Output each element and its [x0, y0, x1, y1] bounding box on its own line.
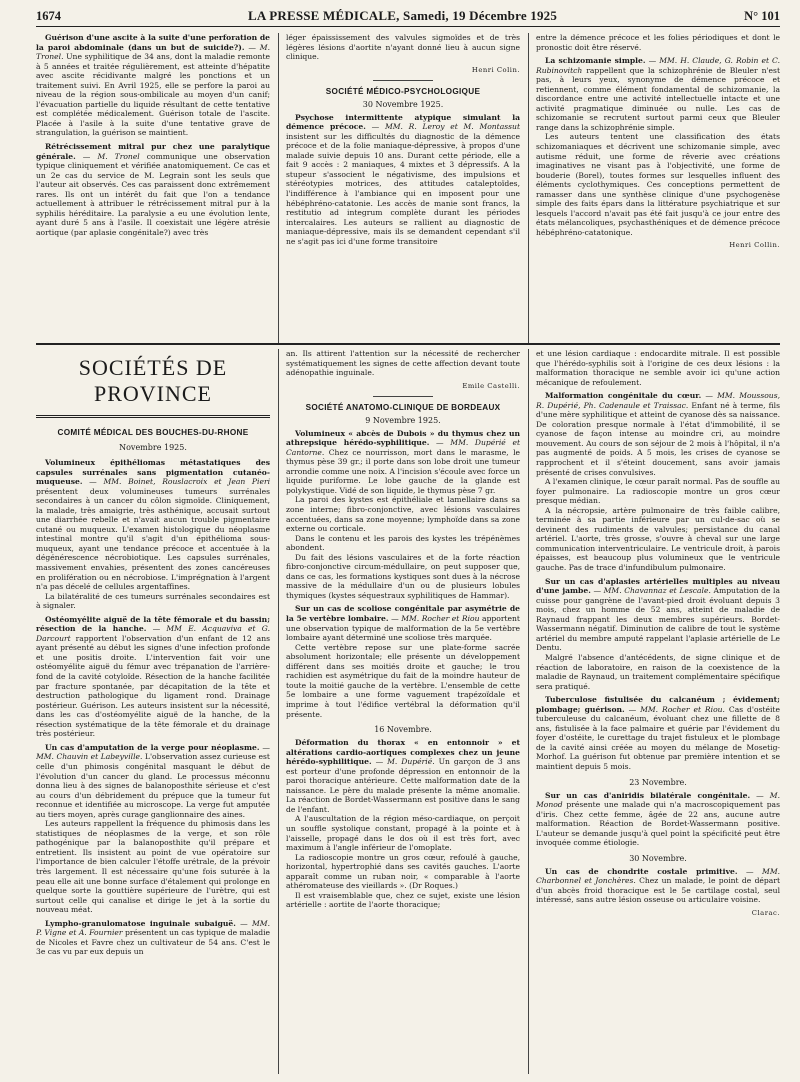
entry-authors: MM. Rocher et Riou: [401, 614, 480, 624]
separator: [373, 80, 433, 81]
bottom-column-3: [536, 349, 780, 1074]
entry-aplasies: Sur un cas d'aplasies artérielles multiples au niveau d'une jambe. — MM. Chavannaz et Lescale. Amputation de la cuisse pour gangrène de l'avant-pied droit évoluant depuis 3 mois, chez un homme de 52 ans, atteint de maladie de Raynaud frappant les deux membres supérieurs. Bordet-Wassermann négatif. Diminution de calibre de tout le système artériel du membre amputé rappelant l'aplasie artérielle de Le Dentu.: [536, 576, 780, 653]
entry-title: Ostéomyélite aiguë de la tête fémorale et du bassin; résection de la hanche.: [36, 614, 270, 634]
column-divider: [528, 349, 529, 1074]
entry-text: Une syphilitique de 34 ans, dont la maladie remonte à 5 années et traitée régulièrement, est atteinte d'hépatite avec ascite récidivante malgré les ponctions et un traitement suivi. En Avril 1925, elle se perfore la paroi au niveau de la région sous-ombilicale au moyen d'un canif; l'évacuation partielle du liquide résultant de cette tentative est complétée médicalement. Guérison totale de l'ascite. Placée à l'asile à la suite d'une tentative grave de strangulation, la guérison se maintient.: [36, 52, 270, 138]
entry-lympho: Lympho-granulomatose inguinale subaiguë. — MM. P. Vigne et A. Fournier présentent un cas typique de maladie de Nicoles et Favre chez un cultivateur de 54 ans. C'est le 3e cas vu par eux depuis un: [36, 918, 270, 957]
big-section-title: SOCIÉTÉS DE PROVINCE: [78, 355, 228, 406]
separator: [373, 396, 433, 397]
entry-schizomanie: La schizomanie simple. — MM. H. Claude, G. Robin et C. Rubinovitch rappellent que la schizophrénie de Bleuler n'est pas, à leurs yeux, synonyme de démence précoce et retiennent, comme élément fondamental de schizomanie, la discordance entre une activité intellectuelle intacte et une activité pragmatique diminuée ou nulle. Les cas de schizomanie se recrutent surtout parmi ceux que Bleuler range dans la schizophrénie simple.: [536, 56, 780, 132]
entry-authors: MM. Chauvin et Labeyville.: [36, 752, 143, 762]
entry-text: Chez un malade, le point de départ d'un abcès froid thoracique est le 5e cartilage costal, seul intéressé, sans autre lésion osseuse ou articulaire voisine.: [536, 876, 780, 905]
entry-text: présente une malade qui n'a macroscopiquement pas d'iris. Chez cette femme, âgée de 22 ans, aucune autre malformation. Réaction de Bordet-Wassermann positive. L'auteur se demande jusqu'à quel point la spécificité peut être invoquée comme étiologie.: [536, 800, 780, 848]
entry-text: Cas d'ostéite tuberculeuse du calcanéum, évoluant chez une fillette de 8 ans, fistulisée à la face palmaire et guérie par l'évidement du foyer d'ostéite, le curettage du trajet fistuleux et le plombage de la cavité ainsi créée au moyen du mélange de Mosetig-Morhof. La guérison fut obtenue par première intention et se maintient depuis 5 mois.: [536, 704, 780, 771]
entry-title: Sur un cas d'aniridis bilatérale congénitale.: [545, 790, 751, 800]
entry-authors: MM. Dupérié et Cantorne.: [286, 438, 520, 457]
entry-text: Cette vertèbre repose sur une plate-forme sacrée absolument horizontale; elle présente un développement différent dans ses moitiés droite et gauche; le trou rachidien est asymétrique du fait de la moindre hauteur de toute la moitié gauche de la vertèbre. L'ensemble de cette 5e lombaire a une forme vaguement trapézoïdale et imprime à tout l'édifice vertébral la déformation qu'il présente.: [286, 642, 520, 719]
entry-ascite: Guérison d'une ascite à la suite d'une perforation de la paroi abdominale (dans un but de suicide?). — M. Tronel. Une syphilitique de 34 ans, dont la maladie remonte à 5 années et traitée régulièrement, est atteinte d'hépatite avec ascite récidivante malgré les ponctions et un traitement suivi. En Avril 1925, elle se perfore la paroi au niveau de la région sous-ombilicale au moyen d'un canif; l'évacuation partielle du liquide résultant de cette tentative est complétée médicalement. Guérison totale de l'ascite. Placée à l'asile à la suite d'une tentative grave de strangulation, la guérison se maintient.: [36, 33, 270, 138]
signature: Clarac.: [751, 908, 780, 917]
bottom-section: [36, 343, 780, 1078]
entry-text: Il est vraisemblable que, chez ce sujet, existe une lésion artérielle : aortite de l'aorte thoracique;: [286, 890, 520, 910]
section-title: COMITÉ MÉDICAL DES BOUCHES-DU-RHONE: [57, 428, 249, 437]
section-title: SOCIÉTÉ ANATOMO-CLINIQUE DE BORDEAUX: [305, 402, 501, 412]
entry-text: insistent sur les difficultés du diagnostic de la démence précoce et de la folie maniaque-dépressive, à propos d'une malade suivie depuis 10 ans. Durant cette période, elle a fait 9 accès : 2 maniaques, 4 mixtes et 3 dépressifs. A la stupeur s'associent le négativisme, des impulsions et stéréotypies motrices, des attitudes cataleptoïdes, l'indifférence à l'ambiance qui en imposent pour une hébéphréno-catatonie. Les accès de manie sont francs, la restitutio ad integrum complète durant les périodes intercalaires. Les auteurs se rallient au diagnostic de maniaque-dépressive, mais ils se demandent cependant s'il ne s'agit pas ici d'une forme transitoire: [286, 131, 520, 246]
entry-authors: MM. Chavannaz et Lescale.: [603, 586, 711, 596]
section-date: 9 Novembre 1925.: [365, 415, 441, 425]
entry-text: présentent un cas typique de maladie de Nicoles et Favre chez un cultivateur de 54 ans. C'est le 3e cas vu par eux depuis un: [36, 928, 270, 957]
section-date: 30 Novembre 1925.: [362, 99, 444, 109]
section-rule: [36, 343, 780, 345]
entry-authors: M. Tronel: [97, 151, 140, 161]
entry-authors: MM. P. Vigne et A. Fournier: [36, 918, 270, 938]
entry-text: A l'auscultation de la région méso-cardiaque, on perçoit un souffle systolique constant, propagé à la pointe et à l'aisselle, propagé dans le dos où il est très fort, avec maximum à l'angle inférieur de l'omoplate.: [286, 814, 520, 853]
entry-title: Guérison d'une ascite à la suite d'une perforation de la paroi abdominale (dans un but de suicide?).: [36, 33, 270, 52]
entry-text: Chez ce nourrisson, mort dans le marasme, le thymus pèse 39 gr.; il porte dans son lobe droit une tumeur arrondie comme une noix. A l'incision s'écoule avec force un liquide puriforme. Le lobe gauche de la glande est polykystique. Vidé de son liquide, le thymus pèse 7 gr.: [286, 447, 520, 495]
signature: Henri Colin.: [471, 65, 520, 74]
entry-text: Dans le contenu et les parois des kystes les trépénèmes abondent.: [286, 533, 520, 553]
entry-psychose: Psychose intermittente atypique simulant la démence précoce. — MM. R. Leroy et M. Montassut insistent sur les difficultés du diagnostic de la démence précoce et de la folie maniaque-dépressive, à propos d'une malade suivie depuis 10 ans. Durant cette période, elle a fait 9 accès : 2 maniaques, 4 mixtes et 3 dépressifs. A la stupeur s'associent le négativisme, des impulsions et stéréotypies motrices, des attitudes cataleptoïdes, l'indifférence à l'ambiance qui en imposent pour une hébéphréno-catatonie. Les accès de manie sont francs, la restitutio ad integrum complète durant les périodes intercalaires. Les auteurs se rallient au diagnostic de maniaque-dépressive, mais ils se demandent cependant s'il ne s'agit pas ici d'une forme transitoire: [286, 112, 520, 246]
entry-text: communique une observation typique cliniquement et vérifiée anatomiquement. Ce cas et un 2e cas du service de M. Legrain sont les seuls que l'auteur ait observés. Ces cas paraissent donc extrêmement rares. Ils ont un intérêt du fait que l'on a tendance actuellement à attribuer le rétrécissement mitral pur à la syphilis héréditaire. La paralysie a eu une évolution lente, ayant duré 5 ans à l'asile. Il coexistait une légère atrésie aortique (par aplasie congénitale?) avec très: [36, 151, 270, 237]
bottom-column-1: [36, 349, 270, 1074]
entry-authors: MM E. Acquaviva et G. Darcourt: [36, 624, 270, 643]
entry-title: Tuberculose fistulisée du calcanéum ; évidement; plombage; guérison.: [536, 695, 780, 714]
entry-chondrite: Un cas de chondrite costale primitive. — MM. Charbonnel et Jonchères. Chez un malade, le point de départ d'un abcès froid thoracique est le 5e cartilage costal, seul intéressé, sans autre lésion osseuse ou articulaire voisine.: [536, 866, 780, 905]
entry-thorax: Déformation du thorax « en entonnoir » et altérations cardio-aortiques complexes chez un jeune hérédo-syphilitique. — M. Dupérié. Un garçon de 3 ans est porteur d'une profonde dépression en entonnoir de la paroi thoracique antérieure. Cette malformation date de la naissance. Le père du malade présente la même anomalie. La réaction de Bordet-Wassermann est positive dans le sang de l'enfant.: [286, 738, 520, 814]
session-date: 16 Novembre.: [374, 725, 432, 735]
entry-text: apportent une observation typique de malformation de la 5e vertèbre lombaire ayant déterminé une scoliose très marquée.: [286, 614, 520, 643]
entry-text: Enfant né à terme, fils d'une mère syphilitique et atteint de cyanose dès sa naissance. De coloration presque normale à l'état d'immobilité, il se cyanose de façon intense au moindre cri, au moindre mouvement. Au cours de son séjour de 2 mois à l'hôpital, il n'a pas augmenté de poids. A 5 mois, les crises de cyanose se rapprochent et il s'éteint doucement, sans avoir jamais présenté de crises convulsives.: [536, 400, 780, 477]
entry-text: Les auteurs rappellent la fréquence du phimosis dans les statistiques de néoplasmes de la verge, et son rôle pathogénique par la balanoposthite qu'il prépare et entretient. Ils insistent au point de vue opératoire sur l'importance de bien calculer l'étoffe urétrale, de la prévoir très largement. Il est nécessaire qu'une fois suturée à la peau elle ait une bonne surface d'étalement qui prolonge en quelque sorte la gouttière supérieure de l'urètre, qui est surtout celle qui canalise et dirige le jet à la sortie du nouveau méat.: [36, 819, 270, 915]
column-divider: [278, 349, 279, 1074]
entry-text: A la nécropsie, artère pulmonaire de très faible calibre, terminée à sa partie inférieure par un cul-de-sac où se devinent des rudiments de valvules; persistance du canal artériel. L'aorte, très grosse, s'ouvre à cheval sur une large communication interventriculaire. Le ventricule droit, à parois épaisses, est beaucoup plus volumineux que le ventricule gauche. Pas de trace d'infundibulum pulmonaire.: [536, 505, 780, 573]
title-double-rule: [36, 415, 270, 418]
issue-number: N° 101: [744, 9, 780, 23]
page-number: 1674: [36, 9, 61, 23]
column-divider: [278, 33, 279, 345]
entry-title: Un cas de chondrite costale primitive.: [545, 866, 738, 876]
entry-osteomyelite: Ostéomyélite aiguë de la tête fémorale et du bassin; résection de la hanche. — MM E. Acquaviva et G. Darcourt rapportent l'observation d'un enfant de 12 ans ayant présenté au début les signes d'une infection profonde et une positis droite. L'intervention fait voir une ostéomyélite aiguë du fémur avec trépanation de l'arrière-fond de la cavité cotyloïde. Résection de la hanche facilitée par fracture spontanée, par décapitation de la tête et destruction pathologique du ligament rond. Drainage postérieur. Guérison. Les auteurs insistent sur la nécessité, dans les cas d'ostéomyélite aiguë de la hanche, de la résection systématique de la tête fémorale et du drainage très postérieur.: [36, 614, 270, 739]
session-date: 30 Novembre.: [629, 853, 687, 863]
entry-malformation-coeur: Malformation congénitale du cœur. — MM. Moussous, R. Dupérié, Ph. Cadenaule et Traissac. Enfant né à terme, fils d'une mère syphilitique et atteint de cyanose dès sa naissance. De coloration presque normale à l'état d'immobilité, il se cyanose de façon intense au moindre cri, au moindre mouvement. Au cours de son séjour de 2 mois à l'hôpital, il n'a pas augmenté de poids. A 5 mois, les crises de cyanose se rapprochent et il s'éteint doucement, sans avoir jamais présenté de crises convulsives.: [536, 391, 780, 477]
session-date: 23 Novembre.: [629, 777, 687, 787]
continuation-text: an. Ils attirent l'attention sur la nécessité de rechercher systématiquement les signes de cette affection devant toute adénopathie inguinale.: [286, 349, 520, 378]
entry-title: Un cas d'amputation de la verge pour néoplasme.: [45, 742, 260, 752]
top-column-1: [36, 33, 270, 347]
entry-scoliose: Sur un cas de scoliose congénitale par asymétrie de la 5e vertèbre lombaire. — MM. Rocher et Riou apportent une observation typique de malformation de la 5e vertèbre lombaire ayant déterminé une scoliose très marquée.: [286, 604, 520, 643]
entry-text: A l'examen clinique, le cœur paraît normal. Pas de souffle au foyer pulmonaire. La radioscopie montre un gros cœur presque médian.: [536, 477, 780, 506]
continuation-text: entre la démence précoce et les folies périodiques et dont le pronostic doit être réservé.: [536, 33, 780, 52]
continuation-text: et une lésion cardiaque : endocardite mitrale. Il est possible que l'hérédo-syphilis soit à l'origine de ces deux lésions : la malformation thoracique ne semble avoir ici qu'une action mécanique de refoulement.: [536, 349, 780, 387]
entry-title: Sur un cas d'aplasies artérielles multiples au niveau d'une jambe.: [536, 576, 780, 596]
entry-authors: M. Dupérié.: [387, 757, 435, 767]
running-header: [36, 8, 780, 26]
entry-authors: MM. H. Claude, G. Robin et C. Rubinovitch: [536, 56, 780, 75]
entry-text: Du fait des lésions vasculaires et de la forte réaction fibro-conjonctive circum-médullaire, on peut supposer que, dans ce cas, les formations kystiques sont dues à la nécrose massive de la médullaire d'un ou de plusieurs lobules thymiques (kystes séquestraux syphilitiques de Hammar).: [286, 552, 520, 600]
entry-text: présentent deux volumineuses tumeurs surrénales secondaires à un cancer du côlon sigmoïde. Cliniquement, la malade, très amaigrie, très asthénique, accusait surtout une diarrhée rebelle et n'avait aucun trouble pigmentaire cutané ou muqueux. L'examen histologique du néoplasme intestinal montre qu'il s'agit d'un épithélioma sous-muqueux, ayant une tendance précoce et accentuée à la dégénérescence nécrobiotique. Les capsules surrénales, massivement envahies, présentent des zones cancéreuses en prolifération ou en nécrobiose. L'imprégnation à l'argent n'a pas décelé de cellules argentaffines.: [36, 486, 270, 592]
entry-epitheliomas: Volumineux épithéliomas métastatiques des capsules surrénales sans pigmentation cutanéo-muqueuse. — MM. Boinet, Rouslacroix et Jean Pieri présentent deux volumineuses tumeurs surrénales secondaires à un cancer du côlon sigmoïde. Cliniquement, la malade, très amaigrie, très asthénique, accusait surtout une diarrhée rebelle et n'avait aucun trouble pigmentaire cutané ou muqueux. L'examen histologique du néoplasme intestinal montre qu'il s'agit d'un épithélioma sous-muqueux, ayant une tendance précoce et accentuée à la dégénérescence nécrobiotique. Les capsules surrénales, massivement envahies, présentent des zones cancéreuses en prolifération ou en nécrobiose. L'imprégnation à l'argent n'a pas décelé de cellules argentaffines.: [36, 458, 270, 592]
entry-title: Rétrécissement mitral pur chez une paralytique générale.: [36, 142, 270, 161]
entry-aniridis: Sur un cas d'aniridis bilatérale congénitale. — M. Monod présente une malade qui n'a macroscopiquement pas d'iris. Chez cette femme, âgée de 22 ans, aucune autre malformation. Réaction de Bordet-Wassermann positive. L'auteur se demande jusqu'à quel point la spécificité peut être invoquée comme étiologie.: [536, 790, 780, 848]
signature: Emile Castelli.: [462, 381, 520, 390]
entry-title: Lympho-granulomatose inguinale subaiguë.: [45, 918, 236, 928]
entry-title: La schizomanie simple.: [545, 56, 646, 66]
entry-text: Malgré l'absence d'antécédents, de signe clinique et de réaction de laboratoire, en raison de la coexistence de la maladie de Raynaud, un traitement complémentaire spécifique sera pratiqué.: [536, 652, 780, 691]
top-column-3: [536, 33, 780, 347]
entry-abces-dubois: Volumineux « abcès de Dubois » du thymus chez un athrepsique hérédo-syphilitique. — MM. Dupérié et Cantorne. Chez ce nourrisson, mort dans le marasme, le thymus pèse 39 gr.; il porte dans son lobe droit une tumeur arrondie comme une noix. A l'incision s'écoule avec force un liquide puriforme. Le lobe gauche de la glande est polykystique. Vidé de son liquide, le thymus pèse 7 gr.: [286, 428, 520, 495]
entry-title: Malformation congénitale du cœur.: [545, 391, 702, 401]
entry-text: La bilatéralité de ces tumeurs surrénales secondaires est à signaler.: [36, 591, 270, 611]
entry-text: La paroi des kystes est épithéliale et lamellaire dans sa zone interne; fibro-conjonctive, avec lésions vasculaires accentuées, dans sa zone moyenne; lymphoïde dans sa zone externe ou corticale.: [286, 495, 520, 534]
entry-text: L'observation assez curieuse est celle d'un phimosis congénital masquant le début de l'évolution d'un cancer du gland. Le processus méconnu donna lieu à des signes de balanoposthite sérieuse et c'est au cours d'un débridement du prépuce que la tumeur fut reconnue et identifiée au microscope. La verge fut amputée au tiers moyen, après curage ganglionnaire des aines.: [36, 752, 270, 819]
bottom-column-2: [286, 349, 520, 1074]
entry-text: La radioscopie montre un gros cœur, refoulé à gauche, horizontal, hypertrophié dans ses cavités gauches. L'aorte apparaît comme un ruban noir, « comparable à l'aorte athéromateuse des vieillards ». (Dr Roques.): [286, 852, 520, 891]
section-title: SOCIÉTÉ MÉDICO-PSYCHOLOGIQUE: [325, 86, 481, 96]
entry-title: Volumineux « abcès de Dubois » du thymus chez un athrepsique hérédo-syphilitique.: [286, 428, 520, 448]
entry-authors: MM. R. Leroy et M. Montassut: [384, 122, 520, 132]
entry-text: Les auteurs tentent une classification des états schizomaniaques et décrivent une schizomanie simple, avec autisme réduit, une forme de rêverie avec créations imaginatives ne visant pas à l'objectivité, une forme de bouderie (Borel), toutes formes sur lesquelles influent des éléments cyclothymiques. Ces conceptions permettent de ramasser dans une synthèse clinique d'une psychogenèse simple des faits épars dans la littérature psychiatrique et sur lesquels l'accord n'avait pas été fait jusqu'à ce jour entre des états mélancoliques, psychasthéniques et de démence précoce hébéphréno-catatonique.: [536, 132, 780, 237]
entry-tuberculose: Tuberculose fistulisée du calcanéum ; évidement; plombage; guérison. — MM. Rocher et Riou. Cas d'ostéite tuberculeuse du calcanéum, évoluant chez une fillette de 8 ans, fistulisée à la face palmaire et guérie par l'évidement du foyer d'ostéite, le curettage du trajet fistuleux et le plombage de la cavité ainsi créée au moyen du mélange de Mosetig-Morhof. La guérison fut obtenue par première intention et se maintient depuis 5 mois.: [536, 695, 780, 771]
entry-text: rappellent que la schizophrénie de Bleuler n'est pas, à leurs yeux, synonyme de démence précoce et retiennent, comme élément fondamental de schizomanie, la discordance entre une activité intellectuelle intacte et une activité pragmatique diminuée ou nulle. Les cas de schizomanie se recrutent surtout parmi ceux que Bleuler range dans la schizophrénie simple.: [536, 65, 780, 132]
entry-title: Déformation du thorax « en entonnoir » et altérations cardio-aortiques complexes chez un jeune hérédo-syphilitique.: [286, 738, 520, 767]
entry-text: Amputation de la cuisse pour gangrène de l'avant-pied droit évoluant depuis 3 mois, chez un homme de 52 ans, atteint de maladie de Raynaud frappant les deux membres supérieurs. Bordet-Wassermann négatif. Diminution de calibre de tout le système artériel du membre amputé rappelant l'aplasie artérielle de Le Dentu.: [536, 586, 780, 653]
signature: Henri Collin.: [729, 241, 780, 250]
top-column-2: [286, 33, 520, 347]
top-section: [36, 29, 780, 347]
entry-text: Un garçon de 3 ans est porteur d'une profonde dépression en entonnoir de la paroi thoracique antérieure. Cette malformation date de la naissance. Le père du malade présente la même anomalie. La réaction de Bordet-Wassermann est positive dans le sang de l'enfant.: [286, 757, 520, 814]
entry-authors: M. Tronel.: [36, 42, 270, 62]
entry-retrecissement: Rétrécissement mitral pur chez une paralytique générale. — M. Tronel communique une observation typique cliniquement et vérifiée anatomiquement. Ce cas et un 2e cas du service de M. Legrain sont les seuls que l'auteur ait observés. Ces cas paraissent donc extrêmement rares. Ils ont un intérêt du fait que l'on a tendance actuellement à attribuer le rétrécissement mitral pur à la syphilis héréditaire. La paralysie a eu une évolution lente, ayant duré 5 ans à l'asile. Il coexistait une légère atrésie aortique (par aplasie congénitale?) avec très: [36, 142, 270, 237]
section-date: Novembre 1925.: [119, 443, 187, 452]
journal-title: LA PRESSE MÉDICALE, Samedi, 19 Décembre 1925: [248, 8, 558, 23]
entry-title: Volumineux épithéliomas métastatiques des capsules surrénales sans pigmentation cutanéo-muqueuse.: [36, 458, 270, 487]
entry-authors: MM. Charbonnel et Jonchères.: [536, 866, 780, 886]
header-rule: [36, 26, 780, 27]
entry-authors: MM. Boinet, Rouslacroix et Jean Pieri: [103, 477, 270, 487]
entry-title: Sur un cas de scoliose congénitale par asymétrie de la 5e vertèbre lombaire.: [286, 604, 520, 624]
column-divider: [528, 33, 529, 345]
entry-amputation: Un cas d'amputation de la verge pour néoplasme. — MM. Chauvin et Labeyville. L'observation assez curieuse est celle d'un phimosis congénital masquant le début de l'évolution d'un cancer du gland. Le processus méconnu donna lieu à des signes de balanoposthite sérieuse et c'est au cours d'un débridement du prépuce que la tumeur fut reconnue et identifiée au microscope. La verge fut amputée au tiers moyen, après curage ganglionnaire des aines.: [36, 742, 270, 819]
entry-title: Psychose intermittente atypique simulant la démence précoce.: [286, 112, 520, 132]
entry-text: rapportent l'observation d'un enfant de 12 ans ayant présenté au début les signes d'une infection profonde et une positis droite. L'intervention fait voir une ostéomyélite aiguë du fémur avec trépanation de l'arrière-fond de la cavité cotyloïde. Résection de la hanche facilitée par fracture spontanée, par décapitation de la tête et destruction pathologique du ligament rond. Drainage postérieur. Guérison. Les auteurs insistent sur la nécessité, dans les cas d'ostéomyélite aiguë de la hanche, de la résection systématique de la tête fémorale et du drainage très postérieur.: [36, 633, 270, 739]
entry-authors: MM. Moussous, R. Dupérié, Ph. Cadenaule et Traissac.: [536, 391, 780, 410]
continuation-text: léger épaississement des valvules sigmoïdes et de très légères lésions d'aortite n'ayant donné lieu à aucun signe clinique.: [286, 33, 520, 62]
entry-authors: M. Monod: [536, 790, 780, 810]
entry-authors: MM. Rocher et Riou.: [640, 704, 725, 714]
